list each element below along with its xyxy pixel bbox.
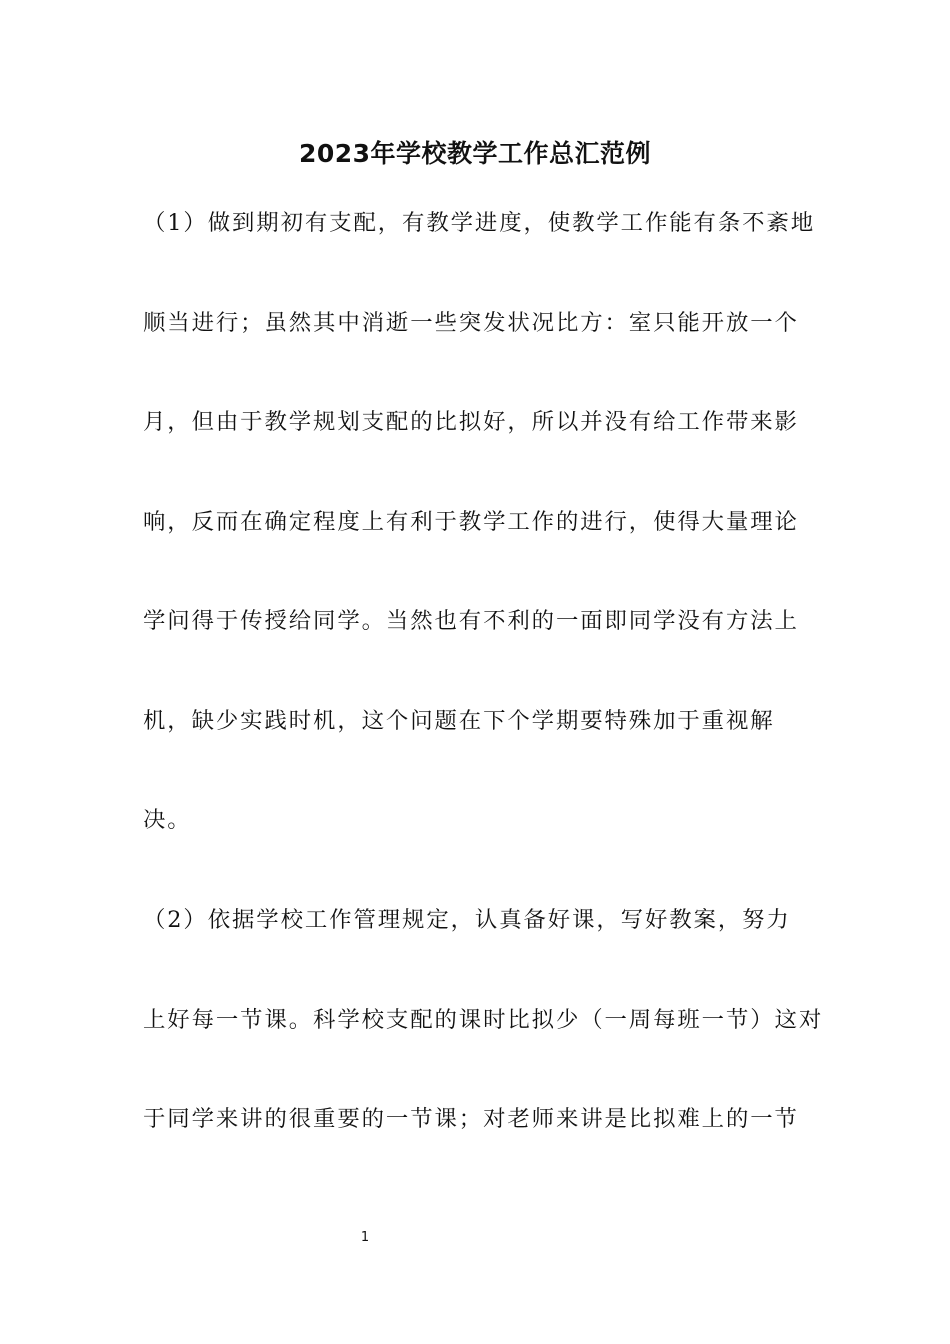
paragraph-2-line-2: 上好每一节课。科学校支配的课时比拟少（一周每班一节）这对 [143,1007,824,1033]
paragraph-1-line-2: 顺当进行；虽然其中消逝一些突发状况比方：室只能开放一个 [143,310,799,336]
paragraph-1-line-1: （1）做到期初有支配，有教学进度，使教学工作能有条不紊地 [143,210,815,236]
paragraph-2-line-1: （2）依据学校工作管理规定，认真备好课，写好教案，努力 [143,907,791,933]
paragraph-1-line-6: 机，缺少实践时机，这个问题在下个学期要特殊加于重视解 [143,708,775,734]
paragraph-1-line-7: 决。 [143,807,192,833]
paragraph-2-line-3: 于同学来讲的很重要的一节课；对老师来讲是比拟难上的一节 [143,1106,799,1132]
paragraph-1-line-3: 月，但由于教学规划支配的比拟好，所以并没有给工作带来影 [143,409,799,435]
page-title: 2023年学校教学工作总汇范例 [298,139,652,168]
paragraph-1-line-4: 响，反而在确定程度上有利于教学工作的进行，使得大量理论 [143,509,799,535]
paragraph-1-line-5: 学问得于传授给同学。当然也有不利的一面即同学没有方法上 [143,608,799,634]
page-number: 1 [360,1230,370,1245]
